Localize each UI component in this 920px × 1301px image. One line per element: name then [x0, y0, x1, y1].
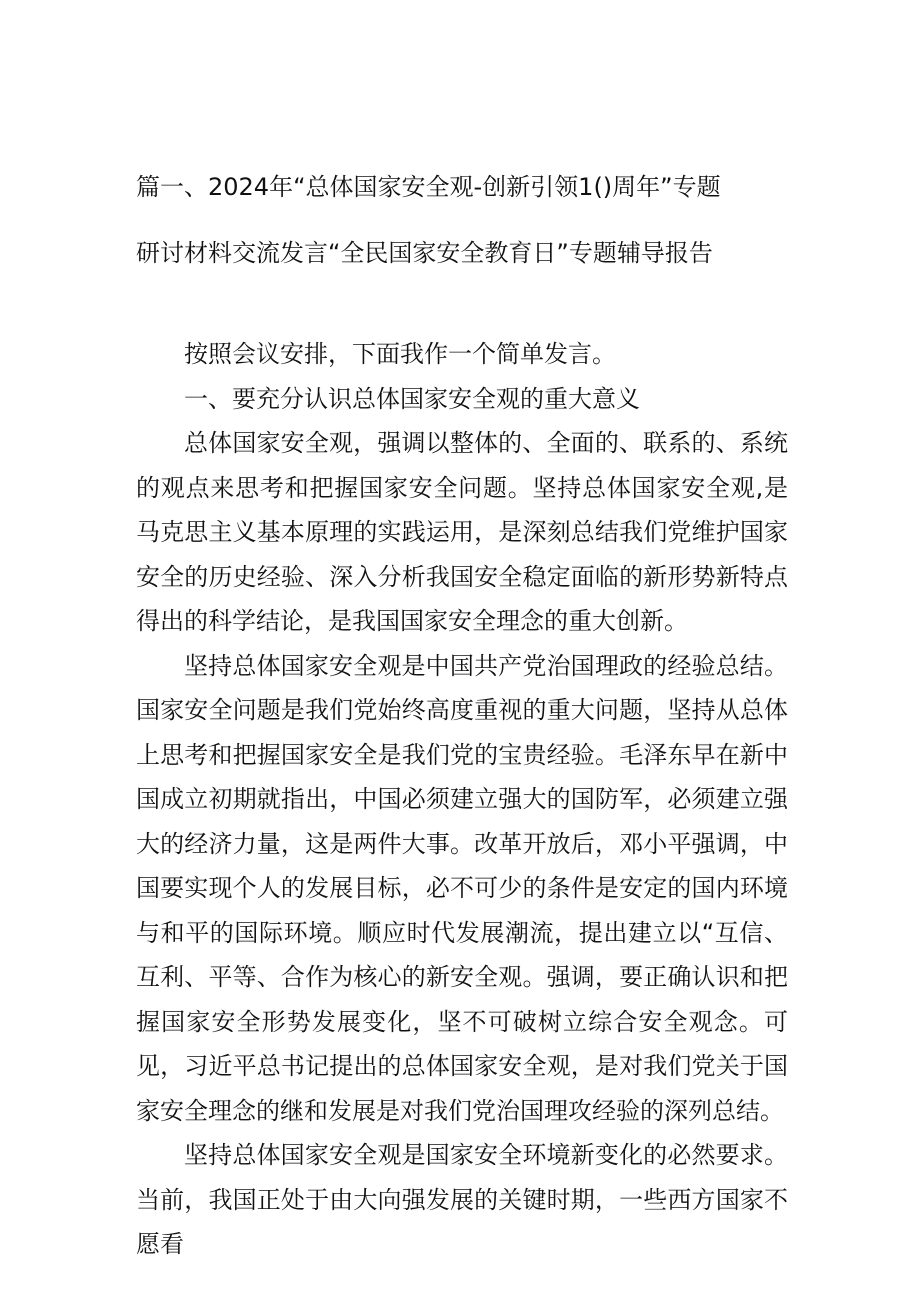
paragraph-body: 坚持总体国家安全观是中国共产党治国理政的经验总结。国家安全问题是我们党始终高度重视的重大问题，坚持从总体上思考和把握国家安全是我们党的宝贵经验。毛泽东早在新中国成立初期就指出，中国必须建立强大的国防军，必须建立强大的经济力量，这是两件大事。改革开放后，邓小平强调，中国要实现个人的发展目标，必不可少的条件是安定的国内环境与和平的国际环境。顺应时代发展潮流，提出建立以“互信、互利、平等、合作为核心的新安全观。强调，要正确认识和把握国家安全形势发展变化，坚不可破树立综合安全观念。可见，习近平总书记提出的总体国家安全观，是对我们党关于国家安全理念的继和发展是对我们党治国理攻经验的深列总结。	[136, 651, 788, 1125]
title-line-1: 篇一、2024年“总体国家安全观-创新引领1()周年”专题	[136, 173, 721, 201]
section-heading: 一、要充分认识总体国家安全观的重大意义	[184, 384, 640, 413]
title-line-2: 研讨材料交流发言“全民国家安全教育日”专题辅导报告	[136, 239, 713, 267]
document-body	[136, 332, 788, 1267]
document-title	[136, 168, 836, 272]
paragraph-body: 坚持总体国家安全观是国家安全环境新变化的必然要求。当前，我国正处于由大向强发展的关键时期，一些西方国家不愿看	[136, 1141, 788, 1258]
paragraph-body: 总体国家安全观，强调以整体的、全面的、联系的、系统的观点来思考和把握国家安全问题。坚持总体国家安全观,是马克思主义基本原理的实践运用，是深刻总结我们党维护国家安全的历史经验、深入分析我国安全稳定面临的新形势新特点得出的科学结论，是我国国家安全理念的重大创新。	[136, 429, 788, 635]
paragraph-intro: 按照会议安排，下面我作一个简单发言。	[184, 340, 616, 368]
